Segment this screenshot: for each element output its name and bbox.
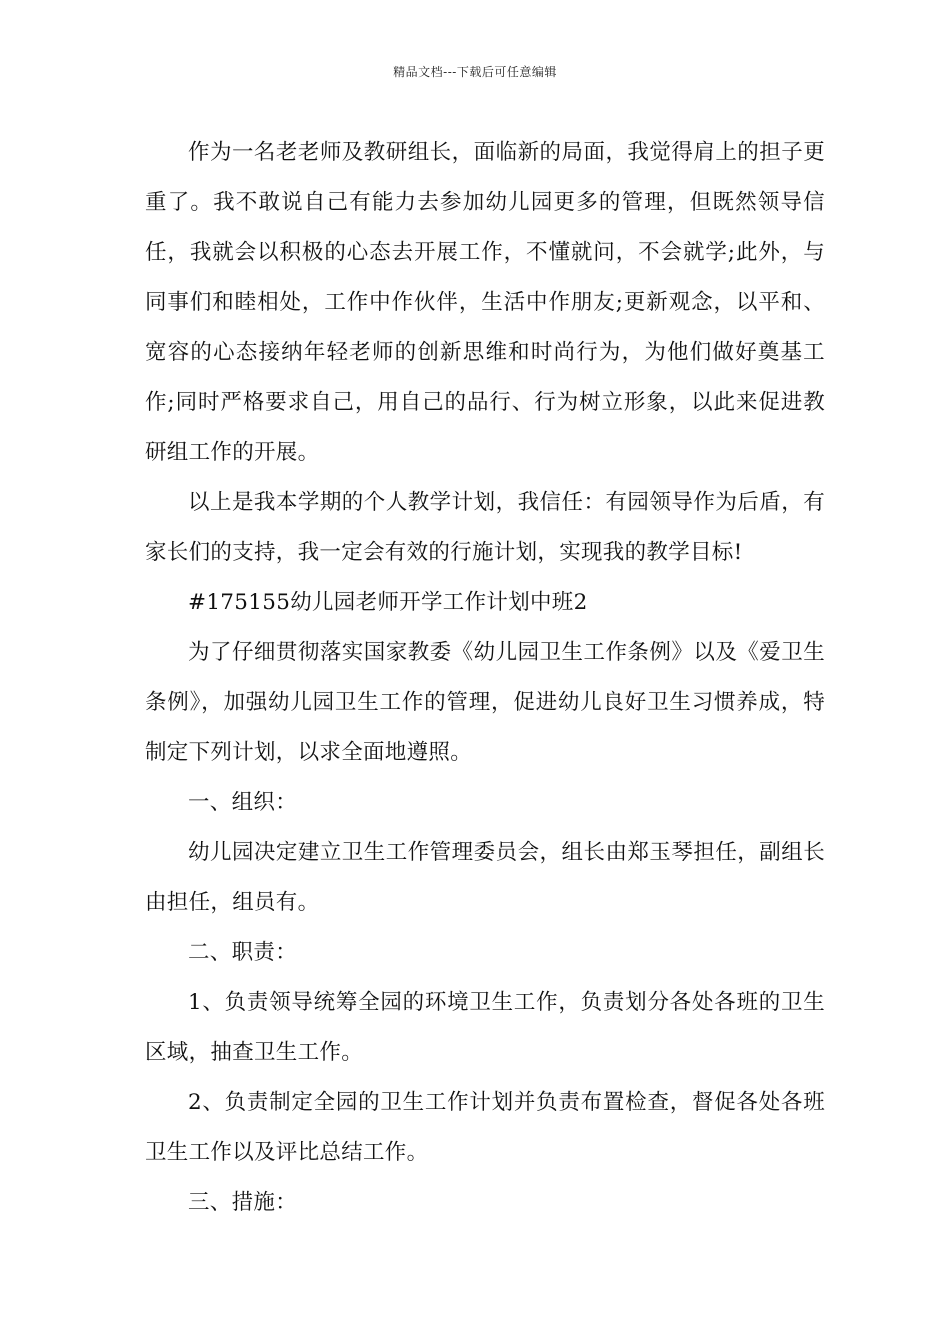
paragraph-teacher-role: 作为一名老老师及教研组长，面临新的局面，我觉得肩上的担子更重了。我不敢说自己有能力去参加幼儿园更多的管理，但既然领导信任，我就会以积极的心态去开展工作，不懂就问，不会就学;此外，与同事们和睦相处，工作中作伙伴，生活中作朋友;更新观念，以平和、宽容的心态接纳年轻老师的创新思维和时尚行为，为他们做好奠基工作;同时严格要求自己，用自己的品行、行为树立形象，以此来促进教研组工作的开展。 <box>145 140 825 465</box>
document-body <box>145 128 825 1228</box>
paragraph-plan-conclusion: 以上是我本学期的个人教学计划，我信任：有园领导作为后盾，有家长们的支持，我一定会有效的行施计划，实现我的教学目标! <box>145 490 825 565</box>
paragraph-duty-1: 1、负责领导统筹全园的环境卫生工作，负责划分各处各班的卫生区域，抽查卫生工作。 <box>145 990 825 1065</box>
paragraph-duty-2: 2、负责制定全园的卫生工作计划并负责布置检查，督促各处各班卫生工作以及评比总结工作。 <box>145 1090 825 1165</box>
section-heading-duties: 二、职责： <box>188 940 298 965</box>
document-subtitle: #175155幼儿园老师开学工作计划中班2 <box>188 590 588 615</box>
paragraph-hygiene-intro: 为了仔细贯彻落实国家教委《幼儿园卫生工作条例》以及《爱卫生条例》，加强幼儿园卫生工作的管理，促进幼儿良好卫生习惯养成，特制定下列计划，以求全面地遵照。 <box>145 640 825 765</box>
section-heading-organization: 一、组织： <box>188 790 298 815</box>
paragraph-committee: 幼儿园决定建立卫生工作管理委员会，组长由郑玉琴担任，副组长由担任，组员有。 <box>145 840 825 915</box>
page-header: 精品文档---下载后可任意编辑 <box>393 65 557 79</box>
section-heading-measures: 三、措施： <box>188 1190 298 1215</box>
